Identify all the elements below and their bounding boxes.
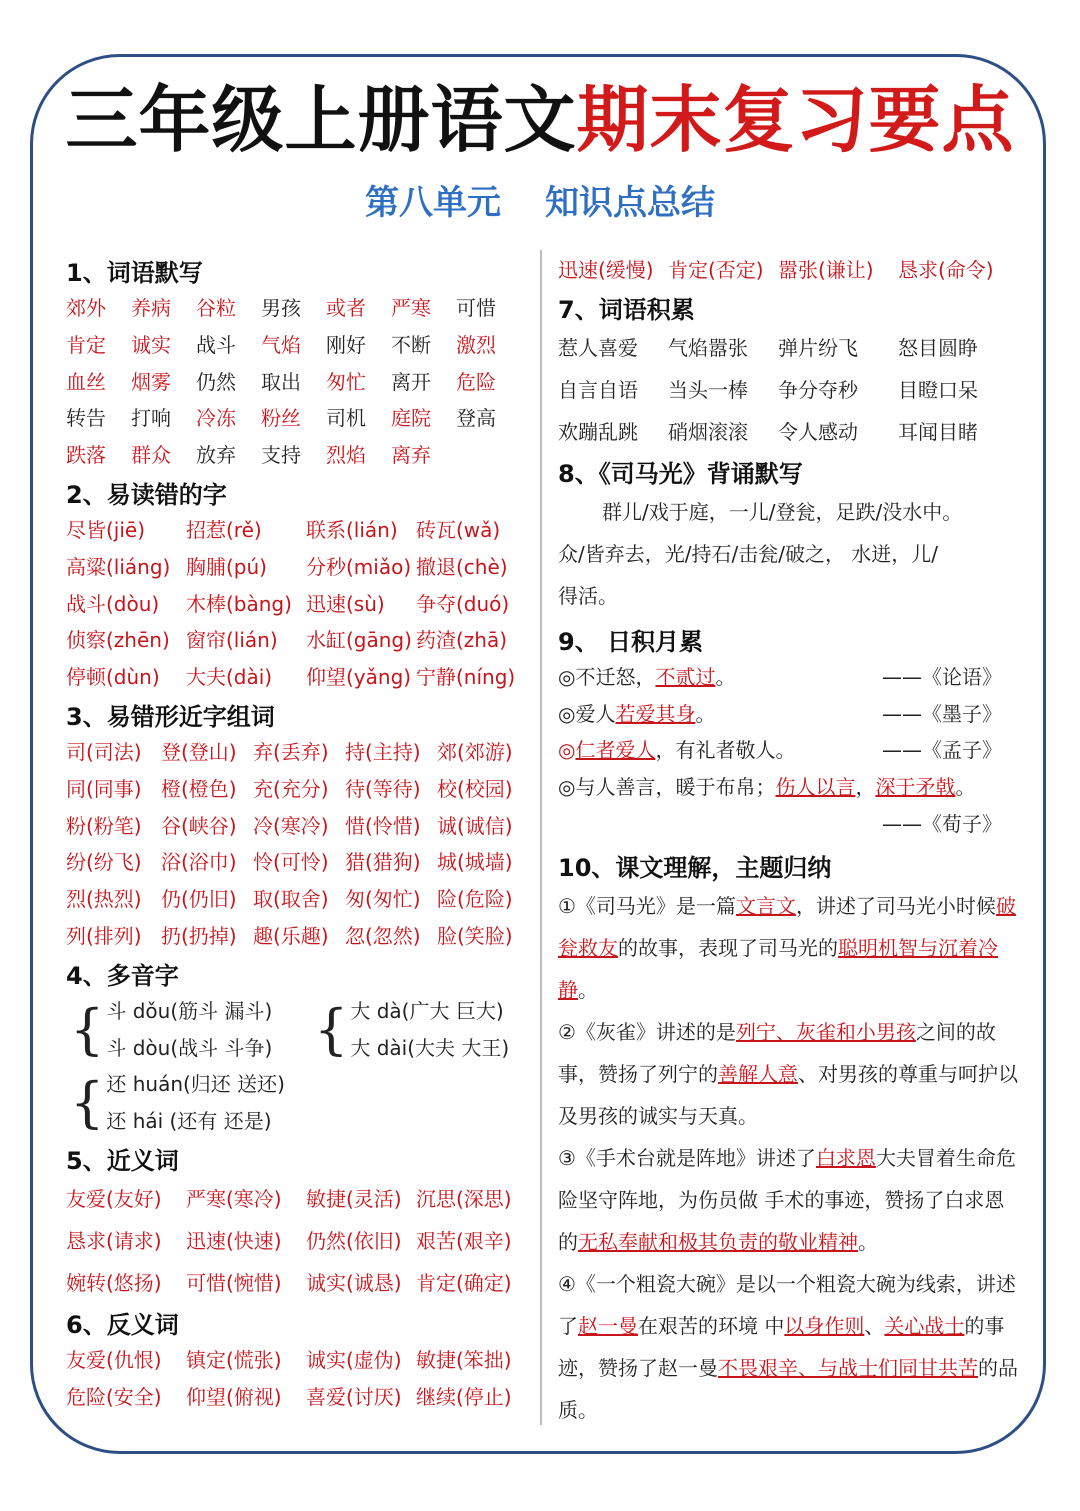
word: 仍(仍旧) [161, 887, 237, 912]
word: 庭院 [391, 406, 431, 431]
word: 持(主持) [345, 739, 421, 764]
word: 沉思(深思) [416, 1186, 512, 1211]
section-10-heading: 10、课文理解，主题归纳 [558, 853, 832, 882]
word: 离弃 [391, 443, 431, 468]
word-row [66, 586, 531, 623]
word: 登高 [456, 406, 496, 431]
column-divider [540, 250, 542, 1425]
text-line: 众/皆弃去，光/持石/击瓮/破之， 水迸，儿/ [558, 541, 939, 566]
word: 待(等待) [345, 776, 421, 801]
word-row [66, 1178, 531, 1220]
word: 打响 [131, 406, 171, 431]
paragraph: ③《手术台就是阵地》讲述了白求恩大夫冒着生命危险坚守阵地，为伤员做 手术的事迹，赞扬了白求恩的无私奉献和极其负责的敬业精神。 [558, 1145, 1016, 1254]
word: 扔(扔掉) [161, 923, 237, 948]
word: 迅速(sù) [306, 591, 385, 616]
idiom: 惹人喜爱 [558, 335, 638, 360]
quote-highlight: 仁者爱人 [575, 738, 656, 763]
word: 木棒(bàng) [186, 591, 292, 616]
word-row [66, 808, 531, 845]
word: 友爱(友好) [66, 1186, 162, 1211]
quote-source: ——《荀子》 [882, 811, 1002, 836]
word: 仰望(yǎng) [306, 665, 412, 690]
section-4-heading: 4、多音字 [66, 961, 179, 990]
idiom: 令人感动 [778, 419, 858, 444]
word: 取出 [261, 369, 301, 394]
quote-highlight: 深于矛戟 [875, 775, 956, 800]
section-2-heading: 2、易读错的字 [66, 480, 227, 509]
word: 砖瓦(wǎ) [416, 517, 501, 542]
quote-text: 。 [955, 775, 976, 800]
idiom: 弹片纷飞 [778, 335, 858, 360]
word: 郊(郊游) [437, 739, 513, 764]
polyphone-line: 斗 dǒu(筋斗 漏斗) [106, 998, 273, 1023]
word: 继续(停止) [416, 1384, 512, 1409]
word: 放弃 [196, 443, 236, 468]
paragraph: ②《灰雀》讲述的是列宁、灰雀和小男孩之间的故事，赞扬了列宁的善解人意、对男孩的尊重与呵护以及男孩的诚实与天真。 [558, 1019, 1018, 1128]
word-row [66, 734, 531, 771]
section-1-heading: 1、词语默写 [66, 259, 203, 287]
word: 匆忙 [326, 369, 366, 394]
quote-text: ，有礼者敬人。 [655, 738, 796, 763]
brace-icon: { [70, 1071, 105, 1135]
word: 不断 [391, 332, 431, 357]
word: 纷(纷飞) [66, 850, 142, 875]
idiom-row [558, 369, 1018, 411]
section-7-heading: 7、词语积累 [558, 295, 695, 324]
quote-text: 。 [695, 701, 716, 726]
text-line: 得活。 [558, 583, 618, 608]
word: 危险(安全) [66, 1384, 162, 1409]
section-6-heading: 6、反义词 [66, 1310, 179, 1339]
quote-text: 。 [715, 664, 736, 689]
word: 粉(粉笔) [66, 813, 142, 838]
word: 高粱(liáng) [66, 554, 171, 579]
idiom: 欢蹦乱跳 [558, 419, 638, 444]
polyphone-line: 大 dà(广大 巨大) [350, 998, 504, 1023]
brace-icon: { [70, 997, 105, 1061]
polyphone-group [314, 993, 509, 1067]
idiom: 气焰嚣张 [668, 335, 748, 360]
text-line: 群儿/戏于庭，一儿/登瓮，足跌/没水中。 [602, 499, 963, 524]
section-9-heading: 9、 日积月累 [558, 627, 704, 656]
section-5-words [66, 1178, 531, 1304]
word: 郊外 [66, 296, 106, 320]
word: 战斗 [196, 332, 236, 357]
word: 水缸(gāng) [306, 628, 412, 653]
word: 诚实(诚恳) [306, 1270, 402, 1295]
idiom: 硝烟滚滚 [668, 419, 748, 444]
word: 怜(可怜) [253, 850, 329, 875]
word: 忽(忽然) [345, 923, 421, 948]
subtitle-summary: 知识点总结 [545, 183, 715, 223]
word: 危险 [456, 369, 496, 394]
word: 可惜(惋惜) [186, 1270, 282, 1295]
idiom: 当头一棒 [668, 377, 748, 402]
word: 艰苦(艰辛) [416, 1228, 512, 1253]
quote-text: ◎不迁怒， [558, 664, 656, 689]
word: 弃(丢弃) [253, 739, 329, 764]
word: 招惹(rě) [186, 517, 262, 542]
word: 群众 [131, 443, 171, 468]
word: 血丝 [66, 369, 106, 394]
word: 冷(寒冷) [253, 813, 329, 838]
word: 烈焰 [326, 443, 366, 468]
quote-text: ◎ [558, 738, 576, 763]
word: 迅速(缓慢) [558, 258, 654, 282]
quote-row [558, 769, 1018, 806]
word: 支持 [261, 443, 301, 468]
word-row [66, 512, 531, 549]
word: 谷粒 [196, 296, 236, 320]
word: 激烈 [456, 332, 496, 357]
section-2-words [66, 512, 531, 696]
word: 窗帘(lián) [186, 628, 278, 653]
word: 登(登山) [161, 739, 237, 764]
word: 城(城墙) [437, 850, 513, 875]
word: 养病 [131, 296, 171, 320]
word: 肯定 [66, 332, 106, 357]
page-subtitle [0, 181, 1080, 225]
word-row [66, 327, 531, 364]
word: 男孩 [261, 296, 301, 320]
antonym-continued-row [558, 252, 1018, 289]
section-5-heading: 5、近义词 [66, 1146, 179, 1175]
polyphone-line: 斗 dòu(战斗 斗争) [106, 1035, 273, 1060]
word: 烟雾 [131, 369, 171, 394]
idiom: 自言自语 [558, 377, 638, 402]
word: 严寒(寒冷) [186, 1186, 282, 1211]
polyphone-row [66, 993, 531, 1067]
word-row [66, 659, 531, 696]
section-4-polyphones [66, 993, 531, 1140]
word: 刚好 [326, 332, 366, 357]
paragraph: ①《司马光》是一篇文言文，讲述了司马光小时候破瓮救友的故事，表现了司马光的聪明机智与沉着冷静。 [558, 893, 1016, 1002]
word: 嚣张(谦让) [778, 258, 874, 282]
word-row [66, 1220, 531, 1262]
section-9-quotes [558, 659, 1018, 843]
word: 严寒 [391, 296, 431, 320]
page-title [0, 78, 1080, 162]
word: 取(取舍) [253, 887, 329, 912]
word: 敏捷(笨拙) [416, 1347, 512, 1372]
word: 转告 [66, 406, 106, 431]
word: 校(校园) [437, 776, 513, 801]
word: 诚(诚信) [437, 813, 513, 838]
word: 恳求(命令) [898, 258, 994, 282]
word: 恳求(请求) [66, 1228, 162, 1253]
word-row [66, 290, 531, 327]
section-10-text [558, 885, 1018, 1431]
word-row [66, 918, 531, 955]
word-row [66, 881, 531, 918]
word: 脸(笑脸) [437, 923, 513, 948]
word: 仍然(依旧) [306, 1228, 402, 1253]
word: 宁静(níng) [416, 665, 516, 690]
word: 烈(热烈) [66, 887, 142, 912]
word: 胸脯(pú) [186, 554, 267, 579]
quote-highlight: 若爱其身 [615, 701, 696, 726]
word: 离开 [391, 369, 431, 394]
word-row [66, 844, 531, 881]
word: 粉丝 [261, 406, 301, 431]
word: 惜(怜惜) [345, 813, 421, 838]
word: 谷(峡谷) [161, 813, 237, 838]
quote-highlight: 伤人以言 [775, 775, 856, 800]
word: 撤退(chè) [416, 554, 508, 579]
word: 肯定(否定) [668, 258, 764, 282]
word: 大夫(dài) [186, 665, 273, 690]
word: 诚实(虚伪) [306, 1347, 402, 1372]
polyphone-group [70, 993, 310, 1067]
quote-source: ——《论语》 [882, 664, 1002, 689]
word-row [66, 1342, 531, 1379]
polyphone-group [70, 1066, 531, 1140]
word: 冷冻 [196, 406, 236, 431]
left-column [66, 252, 531, 1416]
word: 险(危险) [437, 887, 513, 912]
word: 争夺(duó) [416, 591, 510, 616]
word-row [66, 364, 531, 401]
word: 婉转(悠扬) [66, 1270, 162, 1295]
right-column [558, 252, 1018, 1431]
word: 分秒(miǎo) [306, 554, 412, 579]
idiom: 目瞪口呆 [898, 377, 978, 402]
word: 友爱(仇恨) [66, 1347, 162, 1372]
word: 肯定(确定) [416, 1270, 512, 1295]
quote-row [558, 659, 1018, 696]
word: 同(同事) [66, 776, 142, 801]
idiom-row [558, 411, 1018, 453]
word: 司机 [326, 406, 366, 431]
idiom-row [558, 327, 1018, 369]
paragraph: ④《一个粗瓷大碗》是以一个粗瓷大碗为线索，讲述了赵一曼在艰苦的环境 中以身作则、关心战士的事迹，赞扬了赵一曼不畏艰辛、与战士们同甘共苦的品质。 [558, 1271, 1018, 1422]
word-row [66, 549, 531, 586]
quote-highlight: 不贰过 [655, 664, 716, 689]
idiom: 耳闻目睹 [898, 419, 978, 444]
word: 气焰 [261, 332, 301, 357]
word: 仍然 [196, 369, 236, 394]
brace-icon: { [314, 997, 349, 1061]
word: 侦察(zhēn) [66, 628, 170, 653]
word: 战斗(dòu) [66, 591, 160, 616]
title-part-2: 期末复习要点 [576, 78, 1015, 162]
word: 迅速(快速) [186, 1228, 282, 1253]
word: 诚实 [131, 332, 171, 357]
word-row [66, 622, 531, 659]
section-3-heading: 3、易错形近字组词 [66, 702, 275, 731]
quote-row [558, 732, 1018, 769]
word: 药渣(zhā) [416, 628, 508, 653]
word: 匆(匆忙) [345, 887, 421, 912]
quote-text: ， [855, 775, 876, 800]
word: 喜爱(讨厌) [306, 1384, 402, 1409]
polyphone-line: 大 dài(大夫 大王) [350, 1035, 510, 1060]
section-8-heading: 8、《司马光》背诵默写 [558, 459, 803, 488]
quote-row [558, 696, 1018, 733]
word: 趣(乐趣) [253, 923, 329, 948]
quote-source: ——《墨子》 [882, 701, 1002, 726]
quote-text: ◎与人善言，暖于布帛； [558, 775, 776, 800]
word: 可惜 [456, 296, 496, 320]
word-row [66, 771, 531, 808]
word: 镇定(慌张) [186, 1347, 282, 1372]
subtitle-unit: 第八单元 [365, 183, 501, 223]
word: 列(排列) [66, 923, 142, 948]
section-1-words [66, 290, 531, 474]
word: 充(充分) [253, 776, 329, 801]
quote-source: ——《孟子》 [882, 738, 1002, 763]
section-7-idioms [558, 327, 1018, 453]
word: 猎(猎狗) [345, 850, 421, 875]
word: 联系(lián) [306, 517, 398, 542]
quote-text: ◎爱人 [558, 701, 616, 726]
word: 橙(橙色) [161, 776, 237, 801]
word-row [66, 1262, 531, 1304]
polyphone-line: 还 huán(归还 送还) [106, 1072, 285, 1097]
word: 尽皆(jiē) [66, 517, 146, 542]
section-8-text [558, 491, 1018, 617]
word-row [66, 437, 531, 474]
word-row [66, 400, 531, 437]
word: 司(司法) [66, 739, 142, 764]
word: 或者 [326, 296, 366, 320]
word: 停顿(dùn) [66, 665, 160, 690]
word: 敏捷(灵活) [306, 1186, 402, 1211]
idiom: 争分夺秒 [778, 377, 858, 402]
word-row [66, 1379, 531, 1416]
word: 浴(浴巾) [161, 850, 237, 875]
title-part-1: 三年级上册语文 [65, 78, 577, 162]
section-3-words [66, 734, 531, 955]
polyphone-line: 还 hái (还有 还是) [106, 1109, 272, 1134]
idiom: 怒目圆睁 [898, 335, 978, 360]
word: 跌落 [66, 443, 106, 468]
section-6-words [66, 1342, 531, 1416]
word: 仰望(俯视) [186, 1384, 282, 1409]
